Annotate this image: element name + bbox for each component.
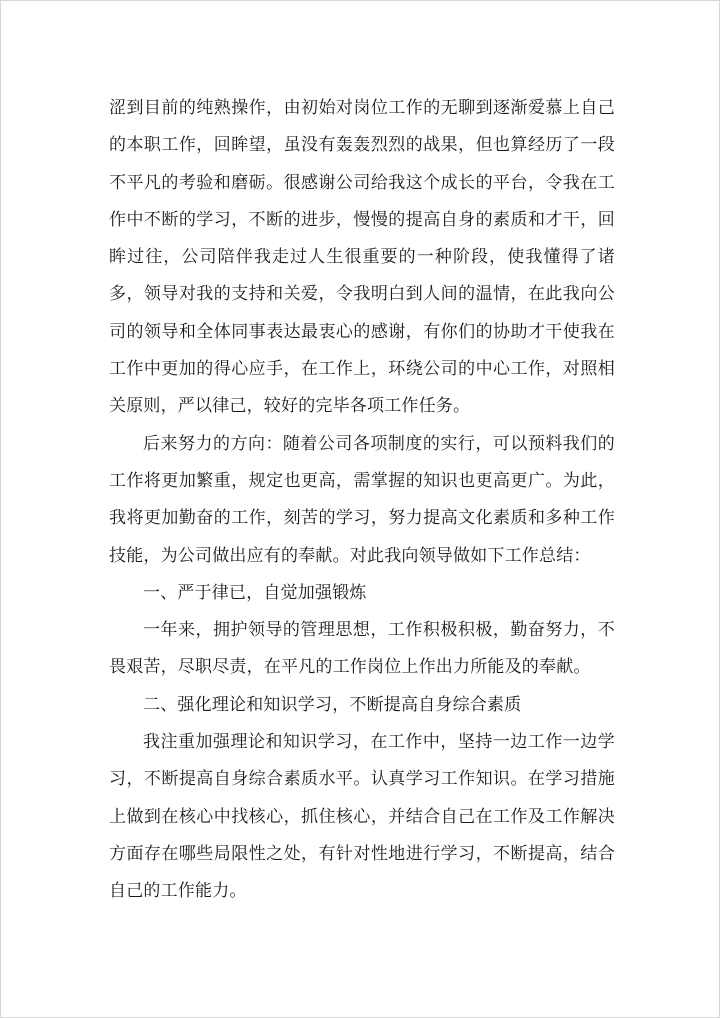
section-heading-1: 一、严于律已，自觉加强锻炼 xyxy=(143,582,367,603)
paragraph-section-2: 我注重加强理论和知识学习，在工作中，坚持一边工作一边学习，不断提高自身综合素质水平。认真学习工作知识。在学习措施上做到在核心中找核心，抓住核心，并结合自己在工作及工作解决方面存在哪些局限性之处，有针对性地进行学习，不断提高，结合自己的工作能力。 xyxy=(109,732,615,902)
paragraph-continuation: 涩到目前的纯熟操作，由初始对岗位工作的无聊到逐渐爱慕上自己的本职工作，回眸望，虽没有轰轰烈烈的战果，但也算经历了一段不平凡的考验和磨砺。很感谢公司给我这个成长的平台，令我在工作中不断的学习，不断的进步，慢慢的提高自身的素质和才干，回眸过往，公司陪伴我走过人生很重要的一种阶段，使我懂得了诸多，领导对我的支持和关爱，令我明白到人间的温情，在此我向公司的领导和全体同事表达最衷心的感谢，有你们的协助才干使我在工作中更加的得心应手，在工作上，环绕公司的中心工作，对照相关原则，严以律己，较好的完毕各项工作任务。 xyxy=(109,98,615,417)
paragraph-section-1: 一年来，拥护领导的管理思想，工作积极积极，勤奋努力，不畏艰苦，尽职尽责，在平凡的工作岗位上作出力所能及的奉献。 xyxy=(109,620,615,678)
document-body xyxy=(109,90,615,911)
paragraph-future-direction: 后来努力的方向：随着公司各项制度的实行，可以预料我们的工作将更加繁重，规定也更高，需掌握的知识也更高更广。为此，我将更加勤奋的工作，刻苦的学习，努力提高文化素质和多种工作技能，为公司做出应有的奉献。对此我向领导做如下工作总结： xyxy=(109,433,615,566)
section-heading-2: 二、强化理论和知识学习，不断提高自身综合素质 xyxy=(143,694,522,715)
